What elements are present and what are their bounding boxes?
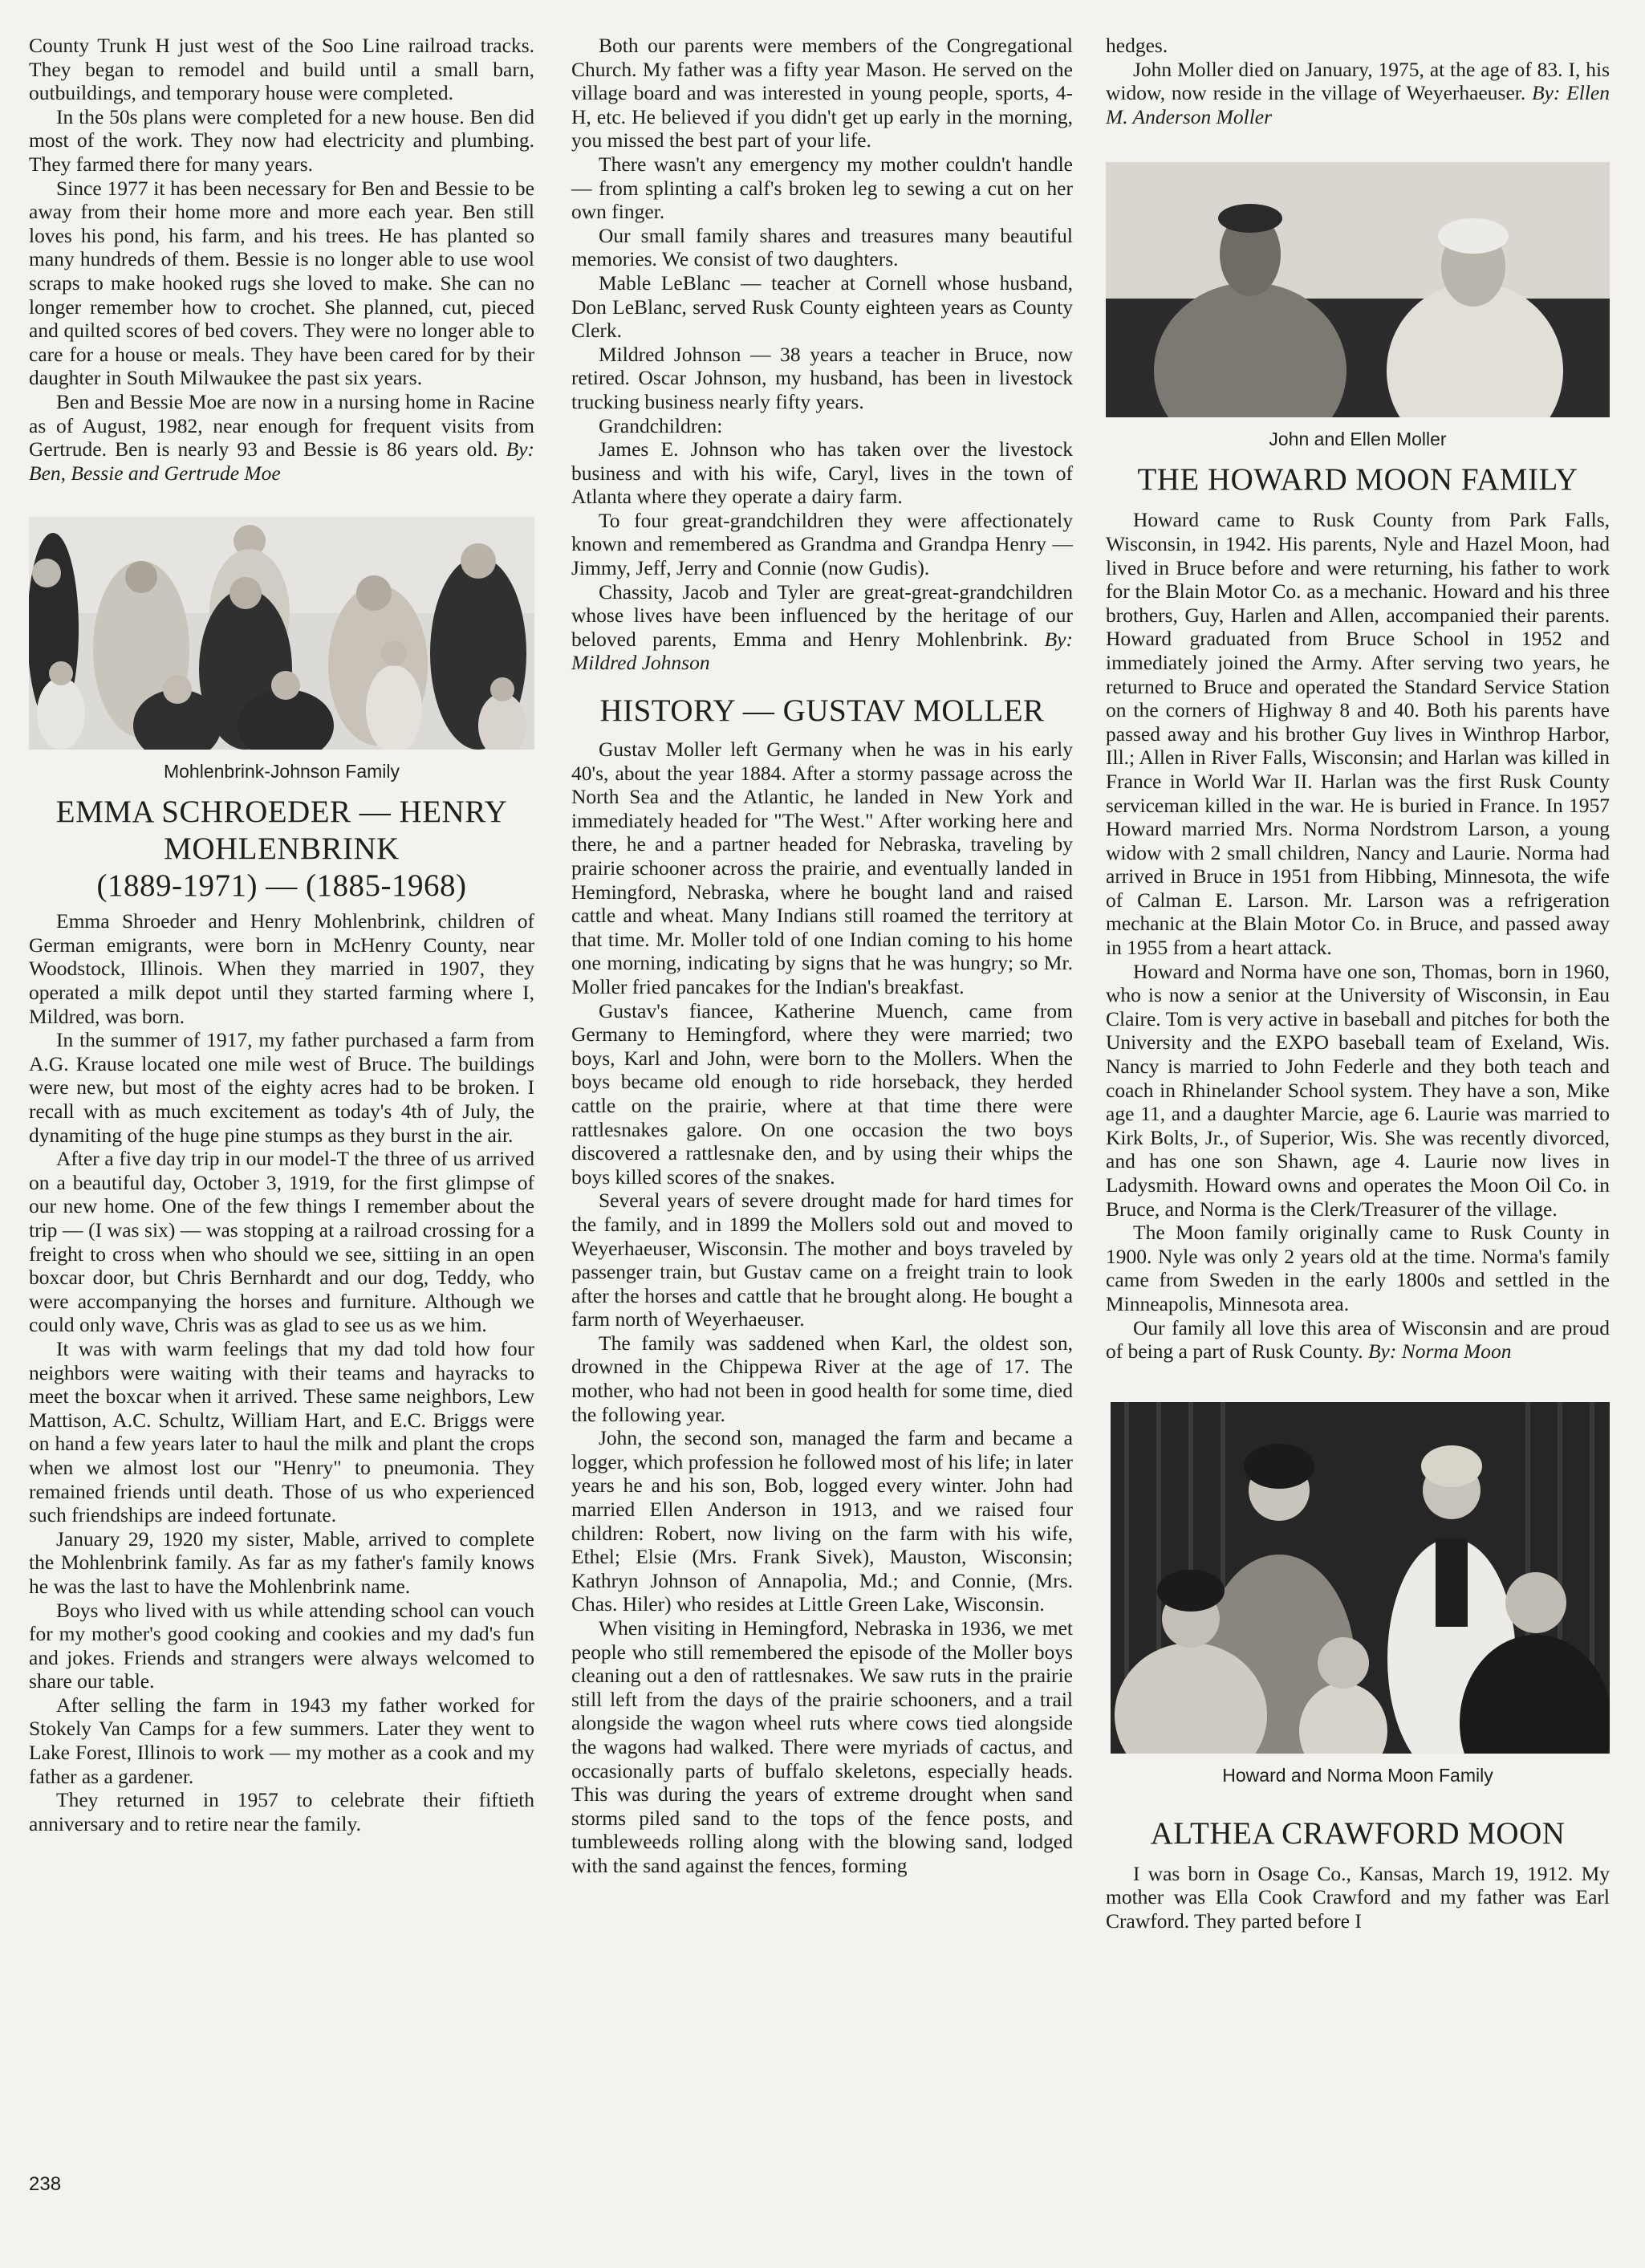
paragraph: I was born in Osage Co., Kansas, March 19, 1912. My mother was Ella Cook Crawford and my father was Earl Crawford. They parted before I: [1106, 1861, 1610, 1933]
paragraph-text: Chassity, Jacob and Tyler are great-great-grandchildren whose lives have been influenced by the heritage of our beloved parents, Emma and Henry Mohlenbrink.: [571, 579, 1073, 651]
byline: By: Mildred Johnson: [571, 627, 1073, 675]
section-title: THE HOWARD MOON FAMILY: [1137, 462, 1578, 498]
paragraph: Emma Shroeder and Henry Mohlenbrink, children of German emigrants, were born in McHenry County, near Woodstock, Illinois. When they married in 1907, they operated a milk depot until they started farming where I, Mildred, was born.: [29, 909, 534, 1028]
paragraph: [571, 580, 1073, 675]
paragraph: When visiting in Hemingford, Nebraska in 1936, we met people who still remembered the episode of the Moller boys cleaning out a den of rattlesnakes. We saw ruts in the prairie still left from the days of the prairie schooners, and a trail alongside the wagon wheel ruts where cows tied alongside the wagons had walked. There were myriads of cactus, and occasionally parts of buffalo skeletons, especially heads. This was during the years of extreme drought when sand storms piled sand to the tops of the fence posts, and tumbleweeds rolling along with the blowing sand, lodged with the sand against the fences, forming: [571, 1616, 1073, 1877]
paragraph: [1106, 58, 1610, 129]
paragraph: Gustav Moller left Germany when he was in his early 40's, about the year 1884. After a stormy passage across the North Sea and the Atlantic, he landed in New York and immediately headed for "The West." After working here and there, he and a partner headed for Nebraska, traveling by prairie schooner across the prairie, and eventually landed in Hemingford, Nebraska, where he bought land and raised cattle and wheat. Many Indians still roamed the territory at that time. Mr. Moller told of one Indian coming to his home one morning, indicating by signs that he was hungry; so Mr. Moller fried pancakes for the Indian's breakfast.: [571, 738, 1073, 998]
paragraph: Grandchildren:: [599, 413, 723, 437]
paragraph: The Moon family originally came to Rusk County in 1900. Nyle was only 2 years old at the time. Norma's family came from Sweden in the early 1800s and settled in the Minneapolis, Minnesota area.: [1106, 1221, 1610, 1315]
paragraph: Gustav's fiancee, Katherine Muench, came from Germany to Hemingford, where they were married; two boys, Karl and John, were born to the Mollers. When the boys became old enough to ride horseback, they herded cattle on the prairie, where at that time there were rattlesnakes galore. On one occasion the two boys discovered a rattlesnake den, and by using their whips the boys killed scores of the snakes.: [571, 998, 1073, 1189]
byline: By: Ellen M. Anderson Moller: [1106, 81, 1610, 128]
photo-caption: John and Ellen Moller: [1269, 429, 1447, 450]
section-title: ALTHEA CRAWFORD MOON: [1150, 1815, 1566, 1851]
paragraph: After a five day trip in our model-T the three of us arrived on a beautiful day, October 3, 1919, for the first glimpse of our new home. One of the few things I remember about the trip — (I was six) — was stopping at a railroad crossing for a freight to cross when who should we see, sittiing in an open boxcar door, but Chris Bernhardt and our dog, Teddy, who were accompanying the horses and furniture. Although we could only wave, Chris was as glad to see us as we him.: [29, 1147, 534, 1337]
howard-and-norma-moon-family-photo: [1111, 1402, 1610, 1754]
column-3: [1106, 34, 1610, 1933]
column-2: [571, 34, 1073, 1878]
column-1: [29, 34, 534, 1835]
paragraph: It was with warm feelings that my dad told how four neighbors were waiting with their teams and hayracks to meet the boxcar when it arrived. These same neighbors, Lew Mattison, A.C. Schultz, William Hart, and E.C. Briggs were on hand a few years later to haul the milk and plant the crops when we almost lost our "Henry" to pneumonia. They remained friends until death. Those of us who experienced such friendships are indeed fortunate.: [29, 1336, 534, 1527]
paragraph: Howard came to Rusk County from Park Falls, Wisconsin, in 1942. His parents, Nyle and Hazel Moon, had lived in Bruce before and were returning, his father to work for the Blain Motor Co. as a mechanic. Howard and his three brothers, Guy, Harlen and Allen, accompanied their parents. Howard graduated from Bruce School in 1952 and immediately joined the Army. After serving two years, he returned to Bruce and operated the Standard Service Station on the corners of Highway 8 and 40. Both his parents have passed away and his brother Guy lives in Winthrop Harbor, Ill.; Allen in River Falls, Wisconsin; and Harlan was killed in France in World War II. Harlan was the first Rusk County serviceman killed in the war. He is buried in France. In 1957 Howard married Mrs. Norma Nordstrom Larson, a young widow with 2 small children, Nancy and Laurie. Norma had arrived in Bruce in 1951 from Hibbing, Minnesota, the wife of Calman E. Larson. Mr. Larson was a refrigeration mechanic at the Blain Motor Co. in Bruce, and passed away in 1955 from a heart attack.: [1106, 508, 1610, 960]
photo-caption: Mohlenbrink-Johnson Family: [163, 761, 400, 782]
paragraph-text: John Moller died on January, 1975, at the age of 83. I, his widow, now reside in the village of Weyerhaeuser.: [1106, 57, 1610, 105]
paragraph: There wasn't any emergency my mother couldn't handle — from splinting a calf's broken leg to sewing a cut on her own finger.: [571, 152, 1073, 224]
byline: By: Norma Moon: [1367, 1339, 1512, 1364]
paragraph: After selling the farm in 1943 my father worked for Stokely Van Camps for a few summers. Later they went to Lake Forest, Illinois to work — my mother as a cook and my father as a gardener.: [29, 1693, 534, 1788]
john-and-ellen-moller-photo: [1106, 162, 1610, 417]
paragraph: hedges.: [1106, 34, 1168, 57]
section-title: HISTORY — GUSTAV MOLLER: [599, 693, 1045, 729]
paragraph: Our small family shares and treasures many beautiful memories. We consist of two daughters.: [571, 223, 1073, 271]
paragraph: Howard and Norma have one son, Thomas, born in 1960, who is now a senior at the University of Wisconsin, in Eau Claire. Tom is very active in baseball and pitches for both the University and the EXPO baseball team of Exeland, Wis. Nancy is married to John Federle and they both teach and coach in Rhinelander School system. They have a son, Mike age 11, and a daughter Marcie, age 6. Laurie was married to Kirk Bolts, Jr., of Superior, Wis. She was recently divorced, and has one son Shawn, age 4. Laurie now lives in Ladysmith. Howard owns and operates the Moon Oil Co. in Bruce, and Norma is the Clerk/Treasurer of the village.: [1106, 959, 1610, 1221]
section-title: EMMA SCHROEDER — HENRY MOHLENBRINK: [55, 795, 508, 867]
paragraph: The family was saddened when Karl, the oldest son, drowned in the Chippewa River at the age of 17. The mother, who had not been in good health for some time, died the following year.: [571, 1331, 1073, 1426]
paragraph: James E. Johnson who has taken over the livestock business and with his wife, Caryl, lives in the town of Atlanta where they operate a dairy farm.: [571, 437, 1073, 509]
page-number: 238: [29, 2173, 62, 2195]
paragraph: January 29, 1920 my sister, Mable, arrived to complete the Mohlenbrink family. As far as my father's family knows he was the last to have the Mohlenbrink name.: [29, 1526, 534, 1598]
paragraph: Mable LeBlanc — teacher at Cornell whose husband, Don LeBlanc, served Rusk County eighteen years as County Clerk.: [571, 270, 1073, 343]
paragraph-text: Ben and Bessie Moe are now in a nursing home in Racine as of August, 1982, near enough for frequent visits from Gertrude. Ben is nearly 93 and Bessie is 86 years old.: [29, 389, 534, 461]
paragraph-text: Our family all love this area of Wisconsin and are proud of being a part of Rusk County.: [1106, 1315, 1610, 1364]
paragraph: They returned in 1957 to celebrate their fiftieth anniversary and to retire near the family.: [29, 1788, 534, 1835]
paragraph: [29, 390, 534, 485]
paragraph: John, the second son, managed the farm and became a logger, which profession he followed most of his life; in later years he and his son, Bob, logged every winter. John had married Ellen Anderson in 1913, and we raised four children: Robert, now living on the farm with his wife, Ethel; Elsie (Mrs. Frank Sivek), Mauston, Wisconsin; Kathryn Johnson of Annapolia, Md.; and Connie, (Mrs. Chas. Hiler) who resides at Little Green Lake, Wisconsin.: [571, 1426, 1073, 1616]
paragraph: [1106, 1316, 1610, 1364]
section-dates: (1889-1971) — (1885-1968): [96, 868, 467, 904]
paragraph: To four great-grandchildren they were affectionately known and remembered as Grandma and Grandpa Henry — Jimmy, Jeff, Jerry and Connie (now Gudis).: [571, 508, 1073, 580]
paragraph: Since 1977 it has been necessary for Ben and Bessie to be away from their home more and more each year. Ben still loves his pond, his farm, and his trees. He has planted so many hundreds of them. Bessie is no longer able to use wool scraps to make hooked rugs she loved to make. She can no longer remember how to crochet. She planned, cut, pieced and quilted scores of bed covers. They were no longer able to care for a house or meals. They have been cared for by their daughter in South Milwaukee the past six years.: [29, 176, 534, 390]
mohlenbrink-johnson-family-photo: [29, 517, 534, 750]
paragraph: Mildred Johnson — 38 years a teacher in Bruce, now retired. Oscar Johnson, my husband, has been in livestock trucking business nearly fifty years.: [571, 342, 1073, 413]
photo-caption: Howard and Norma Moon Family: [1222, 1764, 1493, 1786]
paragraph: Both our parents were members of the Congregational Church. My father was a fifty year Mason. He served on the village board and was interested in young people, sports, 4-H, etc. He believed if you didn't get up early in the morning, you missed the best part of your life.: [571, 34, 1073, 152]
paragraph: In the summer of 1917, my father purchased a farm from A.G. Krause located one mile west of Bruce. The buildings were new, but most of the eighty acres had to be broken. I recall with as much excitement as today's 4th of July, the dynamiting of the huge pine stumps as they burst in the air.: [29, 1028, 534, 1147]
paragraph: In the 50s plans were completed for a new house. Ben did most of the work. They now had electricity and plumbing. They farmed there for many years.: [29, 104, 534, 176]
paragraph: County Trunk H just west of the Soo Line railroad tracks. They began to remodel and build until a small barn, outbuildings, and temporary house were completed.: [29, 34, 534, 105]
byline: By: Ben, Bessie and Gertrude Moe: [29, 437, 534, 485]
paragraph: Boys who lived with us while attending school can vouch for my mother's good cooking and cookies and my dad's fun and jokes. Friends and strangers were always welcomed to share our table.: [29, 1598, 534, 1693]
paragraph: Several years of severe drought made for hard times for the family, and in 1899 the Mollers sold out and moved to Weyerhaeuser, Wisconsin. The mother and boys traveled by passenger train, but Gustav came on a freight train to look after the horses and cattle that he brought along. He bought a farm north of Weyerhaeuser.: [571, 1189, 1073, 1331]
